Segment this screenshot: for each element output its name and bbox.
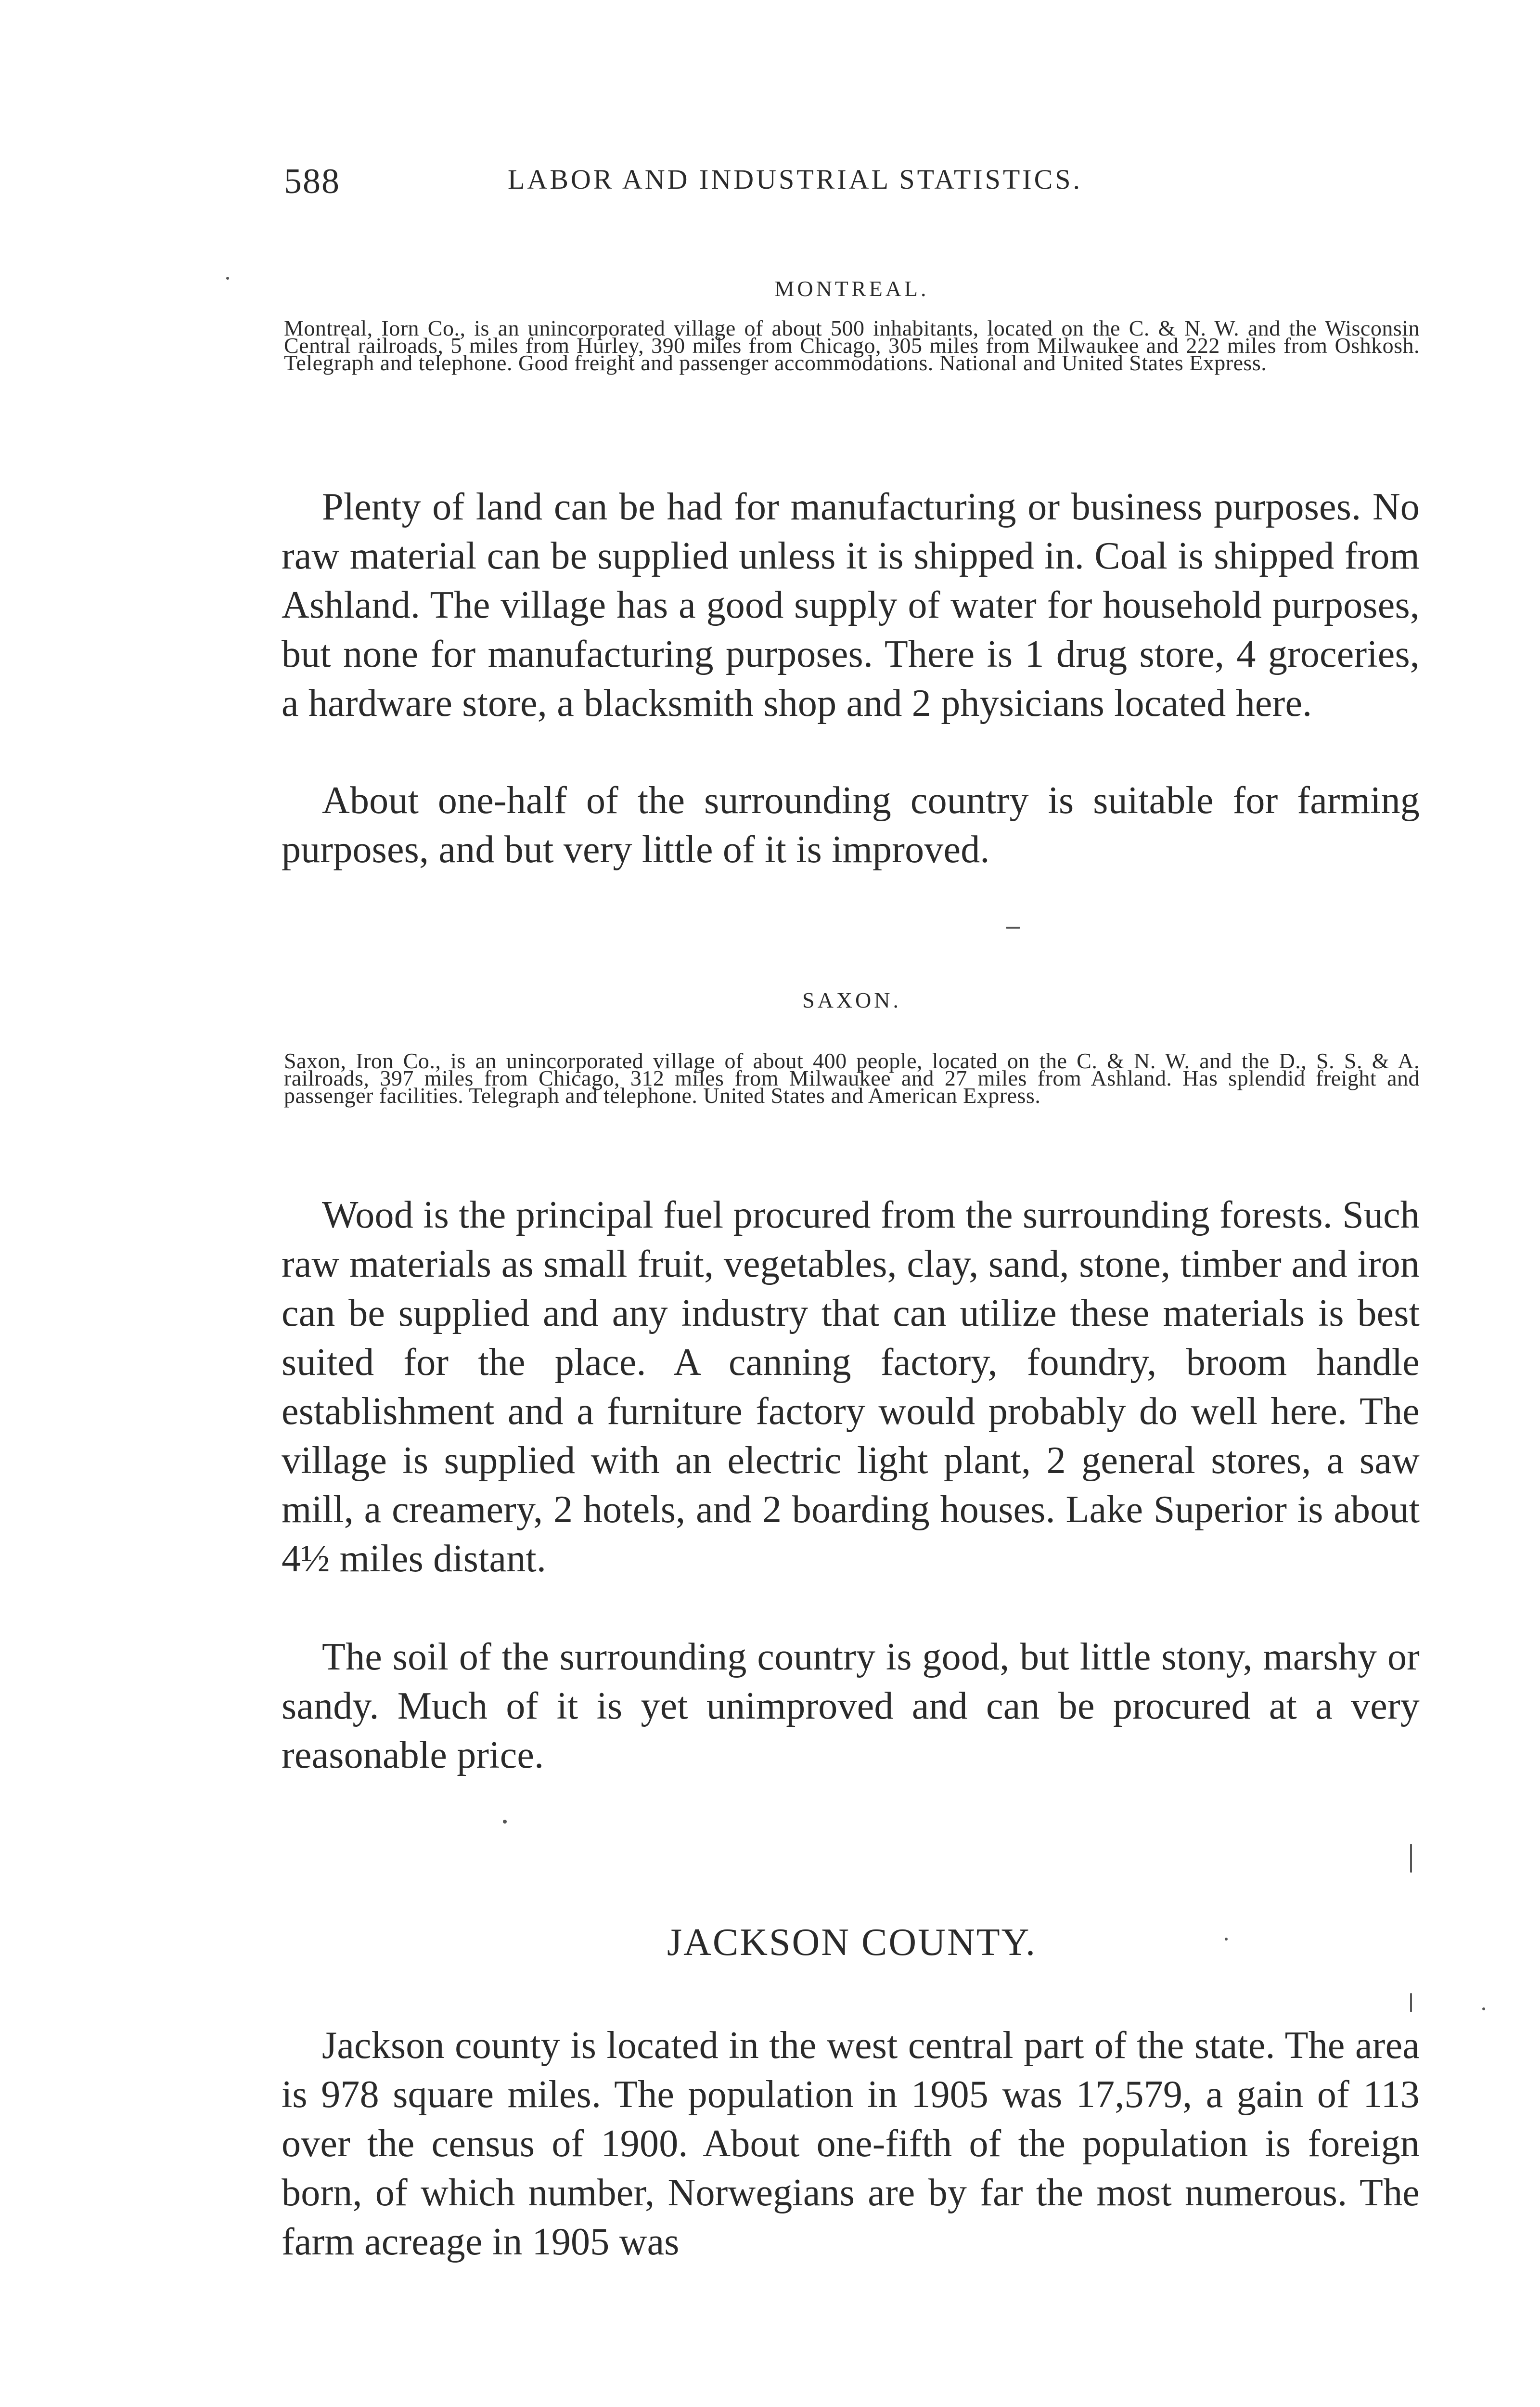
section-paragraph-saxon-1: Wood is the principal fuel procured from the surrounding forests. Such raw materials as small fruit, vegetables, clay, sand, stone, timber and iron can be supplied and any industry that can utilize these materials is best suited for the place. A canning factory, foundry, broom handle establishment and a furniture factory would probably do well here. The village is supplied with an electric light plant, 2 general stores, a saw mill, a creamery, 2 hotels, and 2 boarding houses. Lake Superior is about 4½ miles distant. (282, 1194, 1420, 1580)
scan-speck (1410, 1993, 1412, 2012)
scan-speck (226, 277, 229, 280)
section-paragraph-montreal-2: About one-half of the surrounding country is suitable for farming purposes, and but very little of it is improved. (282, 779, 1420, 871)
scan-speck (1006, 927, 1020, 929)
scan-speck (1482, 2007, 1485, 2010)
county-paragraph: Jackson county is located in the west central part of the state. The area is 978 square miles. The population in 1905 was 17,579, a gain of 113 over the census of 1900. About one-fifth of the population is foreign born, of which number, Norwegians are by far the most numerous. The farm acreage in 1905 was (282, 2024, 1420, 2263)
section-summary-montreal: Montreal, Iorn Co., is an unincorporated village of about 500 inhabitants, located on the C. & N. W. and the Wisconsin Central railroads, 5 miles from Hurley, 390 miles from Chicago, 305 miles from Milwaukee and 222 miles from Oshkosh. Telegraph and telephone. Good freight and passenger accommodations. National and United States Express. (284, 316, 1420, 375)
section-paragraph-saxon-2: The soil of the surrounding country is good, but little stony, marshy or sandy. Much of it is yet unimproved and can be procured at a very reasonable price. (282, 1636, 1420, 1776)
section-paragraph-montreal-1: Plenty of land can be had for manufacturing or business purposes. No raw material can be supplied unless it is shipped in. Coal is shipped from Ashland. The village has a good supply of water for household purposes, but none for manufacturing purposes. There is 1 drug store, 4 groceries, a hardware store, a blacksmith shop and 2 physicians located here. (282, 486, 1420, 725)
running-title: LABOR AND INDUSTRIAL STATISTICS. (508, 164, 1083, 195)
scan-speck (503, 1820, 507, 1824)
section-heading-saxon: SAXON. (802, 988, 901, 1012)
scan-speck (1225, 1938, 1228, 1941)
page-number: 588 (284, 162, 340, 201)
scan-speck (1410, 1844, 1412, 1873)
running-header (284, 161, 1420, 205)
section-heading-montreal: MONTREAL. (774, 276, 929, 301)
county-heading: JACKSON COUNTY. (667, 1921, 1037, 1964)
section-summary-saxon: Saxon, Iron Co., is an unincorporated village of about 400 people, located on the C. & N. W. and the D., S. S. & A. railroads, 397 miles from Chicago, 312 miles from Milwaukee and 27 miles from Ashland. Has splendid freight and passenger facilities. Telegraph and telephone. United States and American Express. (284, 1048, 1420, 1108)
